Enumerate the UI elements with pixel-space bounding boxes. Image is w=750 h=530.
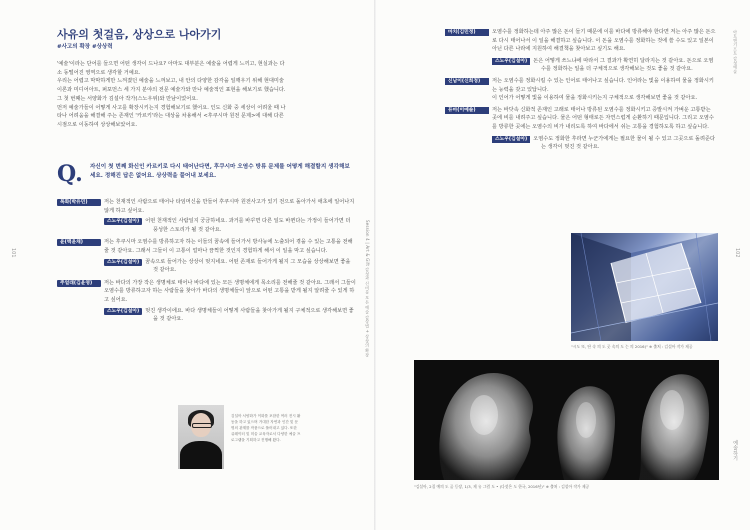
- left-answers: [57, 198, 357, 324]
- artist-photo: [178, 405, 224, 469]
- answer-text: 저는 후쿠시마 오염수를 방류하고자 하는 이들의 꿈속에 들어가서 방사능에 노출되어 겪을 수 있는 고통을 전해줄 것 같아요. 그래서 그들이 이 고통이 얼마나 끔찍한 것인지 경험하게 해서 이 일을 막고 싶습니다.: [104, 239, 353, 254]
- photo-glasses: [192, 423, 212, 428]
- answer-text: 저는 천재적인 사람으로 태어나 타임머신을 만들어 후쿠시마 원전사고가 있기 전으로 돌아가서 애초에 일어나지 않게 하고 싶어요.: [104, 199, 355, 214]
- answer-item: [445, 77, 717, 94]
- intro-line: 시점으로 이동하여 상상해보았어요.: [57, 121, 138, 128]
- answer-item: [57, 279, 357, 305]
- speaker-badge: 스노우(김설아): [492, 58, 530, 65]
- left-side-header: Session 4 | Art & Gift 감성과 신비를 모든 예술 감상법 + 상상의 확장: [365, 220, 370, 358]
- section-tags: #사고의 확장 #상상력: [57, 44, 113, 50]
- speaker-badge: 스노우(김설아): [104, 308, 142, 315]
- question-text: 자신이 첫 번째 화신인 카르키로 다시 태어난다면, 후쿠시마 오염수 방류 문제를 어떻게 해결할지 생각해보세요. 정해진 답은 없어요. 상상력을 풀어내 보세요.: [90, 164, 350, 179]
- answer-item: [57, 198, 357, 215]
- answer-text: 이 인어가 어떻게 빛을 이용하여 물을 정화시키는지 구체적으로 생각해보면 좋을 것 같아요.: [492, 95, 698, 102]
- answer-text: 저는 바다의 가장 작은 생명체로 태어나 바다에 있는 모든 생명체에게 목소리를 전해줄 것 같아요. 그래서 그들이 오염수를 방류하고자 하는 사람들을 찾아가 바다의 생명체들이 앞으로 어떤 고통을 받게 될지 알려줄 수 있게 하고 싶어요.: [104, 279, 356, 303]
- intro-line: 우리는 어렵고 막막하게만 느껴졌던 예술을 느껴보고, 내 안의 다양한 감각을 일깨우기 위해 현대미술: [57, 78, 284, 85]
- speaker-badge: 스노우(김설아): [104, 218, 142, 225]
- answer-text: 꿈속으로 들어가는 상상이 멋지네요. 어떤 존재로 들어가게 될지 그 모습을 상상해보면 좋을 것 같아요.: [145, 258, 351, 274]
- intro-line: 먼저 예술가들이 어떻게 사고를 확장시키는지 경험해보기로 했어요. 인도 신화 중 세상이 어려울 때 나: [57, 104, 286, 111]
- left-page: [0, 0, 374, 530]
- answer-text: 저는 오염수를 정화시킬 수 있는 인어로 태어나고 싶습니다. 인어라는 빛을 이용하여 물을 정화시키는 능력을 갖고 있답니다.: [492, 77, 714, 93]
- right-page-number: 102: [734, 248, 740, 258]
- reply-item: [445, 57, 717, 74]
- speaker-badge: 스노우(김설아): [492, 136, 530, 143]
- reply-item: [445, 94, 717, 103]
- answer-text: 멋진 생각이에요. 바다 생명체들이 어떻게 사람들을 찾아가게 될지 구체적으로 생각해보면 좋을 것 같아요.: [145, 307, 354, 323]
- speaker-badge: 마치(김민정): [445, 29, 489, 36]
- section-title: 사유의 첫걸음, 상상으로 나아가기: [57, 28, 222, 41]
- question-mark-icon: Q.: [57, 161, 83, 187]
- architecture-drawing: [571, 233, 718, 341]
- speaker-badge: 듀마(이예솔): [445, 107, 489, 114]
- intro-line: '예술'이라는 단어를 들으면 어떤 생각이 드나요? 아마도 대부분은 예술을 어렵게 느끼고, 현실과는 다: [57, 61, 285, 67]
- answer-item: [445, 28, 717, 54]
- answer-text: 어떤 천재적인 사람일지 궁금하네요. 과거를 바꾸면 다른 일도 바뀐다는 가정이 들어가면 더 풍성한 스토리가 될 것 같아요.: [145, 218, 351, 233]
- left-page-number: 101: [10, 248, 16, 258]
- right-side-label: 예술하기: [732, 440, 738, 461]
- intro-line: 타나 어려움을 해결해 주는 존재인 '카르키'라는 대상을 차용해서 <후쿠시마 원전 문제>에 대해 다른: [57, 113, 284, 120]
- speaker-badge: 윤(백윤채): [57, 239, 101, 246]
- reply-item: [57, 258, 357, 275]
- artwork-image-sculptures: [414, 360, 719, 480]
- intro-line: 소 동떨어진 영역으로 생각할 거예요.: [57, 69, 141, 76]
- answer-item: [445, 106, 717, 132]
- intro-line: 그 첫 번째는 서양화가 김설아 작가(스노우위)와 만남이었어요.: [57, 95, 198, 102]
- photo-body: [180, 441, 222, 469]
- answer-text: 오염수를 정화하는데 아주 많은 돈이 들기 때문에 이를 바다에 방류해야 한다면 저는 아주 많은 돈으로 다시 태어나서 이 일을 해결하고 싶습니다. 이 돈을 오염수를 정화하는 것에 쓸 수도 있고 일본이 아닌 다른 나라에 지원하여 해결책을 찾아보고 싶기도 해요.: [492, 29, 716, 53]
- speaker-badge: 주얼래(김윤영): [57, 280, 101, 287]
- artwork-image-architecture: [571, 233, 718, 341]
- answer-text: 저는 바닷속 신화적 존재인 고래로 태어나 방류된 오염수를 정화시키고 증발시켜 가벼운 고통받는 곳에 비를 내려주고 싶습니다. 물은 어떤 형태로든 자연스럽게 순환하기 때문입니다. 그리고 오염수를 방류한 곳에는 오염수의 비가 내리도록 하여 바다에서 쉬는 고통을 경험하도록 하고 싶습니다.: [492, 106, 714, 130]
- reply-item: [57, 217, 357, 234]
- artist-bio: 김설아 서양화가 이화를 포함한 여러 전시 활동을 하고 있으며 거대한 자연과 인간 및 문명의 관계를 작품으로 풀어내고 있다. 또한 큐레이터 및 미술 교육자로서 다양한 예술 프로그램을 기획하고 진행해 왔다.: [231, 414, 301, 442]
- image-caption: "김설아, 2집 예의 도 골 등장, 1/3, 제 유 그럼 도 • (다섯은 도 한국, 2016년)" ※ 출처 : 김설아 작가 제공: [414, 484, 590, 489]
- reply-item: [57, 307, 357, 324]
- image-caption: "시도 또, 단 속 의 도 곳 속의 도 는 의 2016)" ※ 출처 : 김설아 작가 제공: [571, 344, 693, 349]
- right-answers: [445, 28, 717, 152]
- intro-line: 이론과 미디어아트, 퍼포먼스 세 가지 분야의 전문 예술가와 만나 예술적인 표현을 해보기로 했습니다.: [57, 87, 286, 94]
- speaker-badge: 목화(박유민): [57, 199, 101, 206]
- intro-text: [57, 60, 347, 130]
- reply-item: [445, 135, 717, 152]
- speaker-badge: 스노우(김설아): [104, 259, 142, 266]
- speaker-badge: 신남이(신희정): [445, 78, 489, 85]
- sculpture-drawing: [414, 360, 719, 480]
- right-side-header: 아트앤기프트 감성예술: [733, 30, 738, 74]
- answer-text: 오염수도 정화한 후라면 누군가에게는 필요한 물이 될 수 있고 그곳으로 돌려준다는 생각이 멋진 것 같아요.: [533, 135, 716, 151]
- answer-text: 돈은 어떻게 쓰느냐에 따라서 그 결과가 확연히 달라지는 것 같아요. 돈으로 오염수를 정화하는 일을 더 구체적으로 생각해보는 것도 좋을 것 같아요.: [533, 57, 714, 73]
- answer-item: [57, 238, 357, 255]
